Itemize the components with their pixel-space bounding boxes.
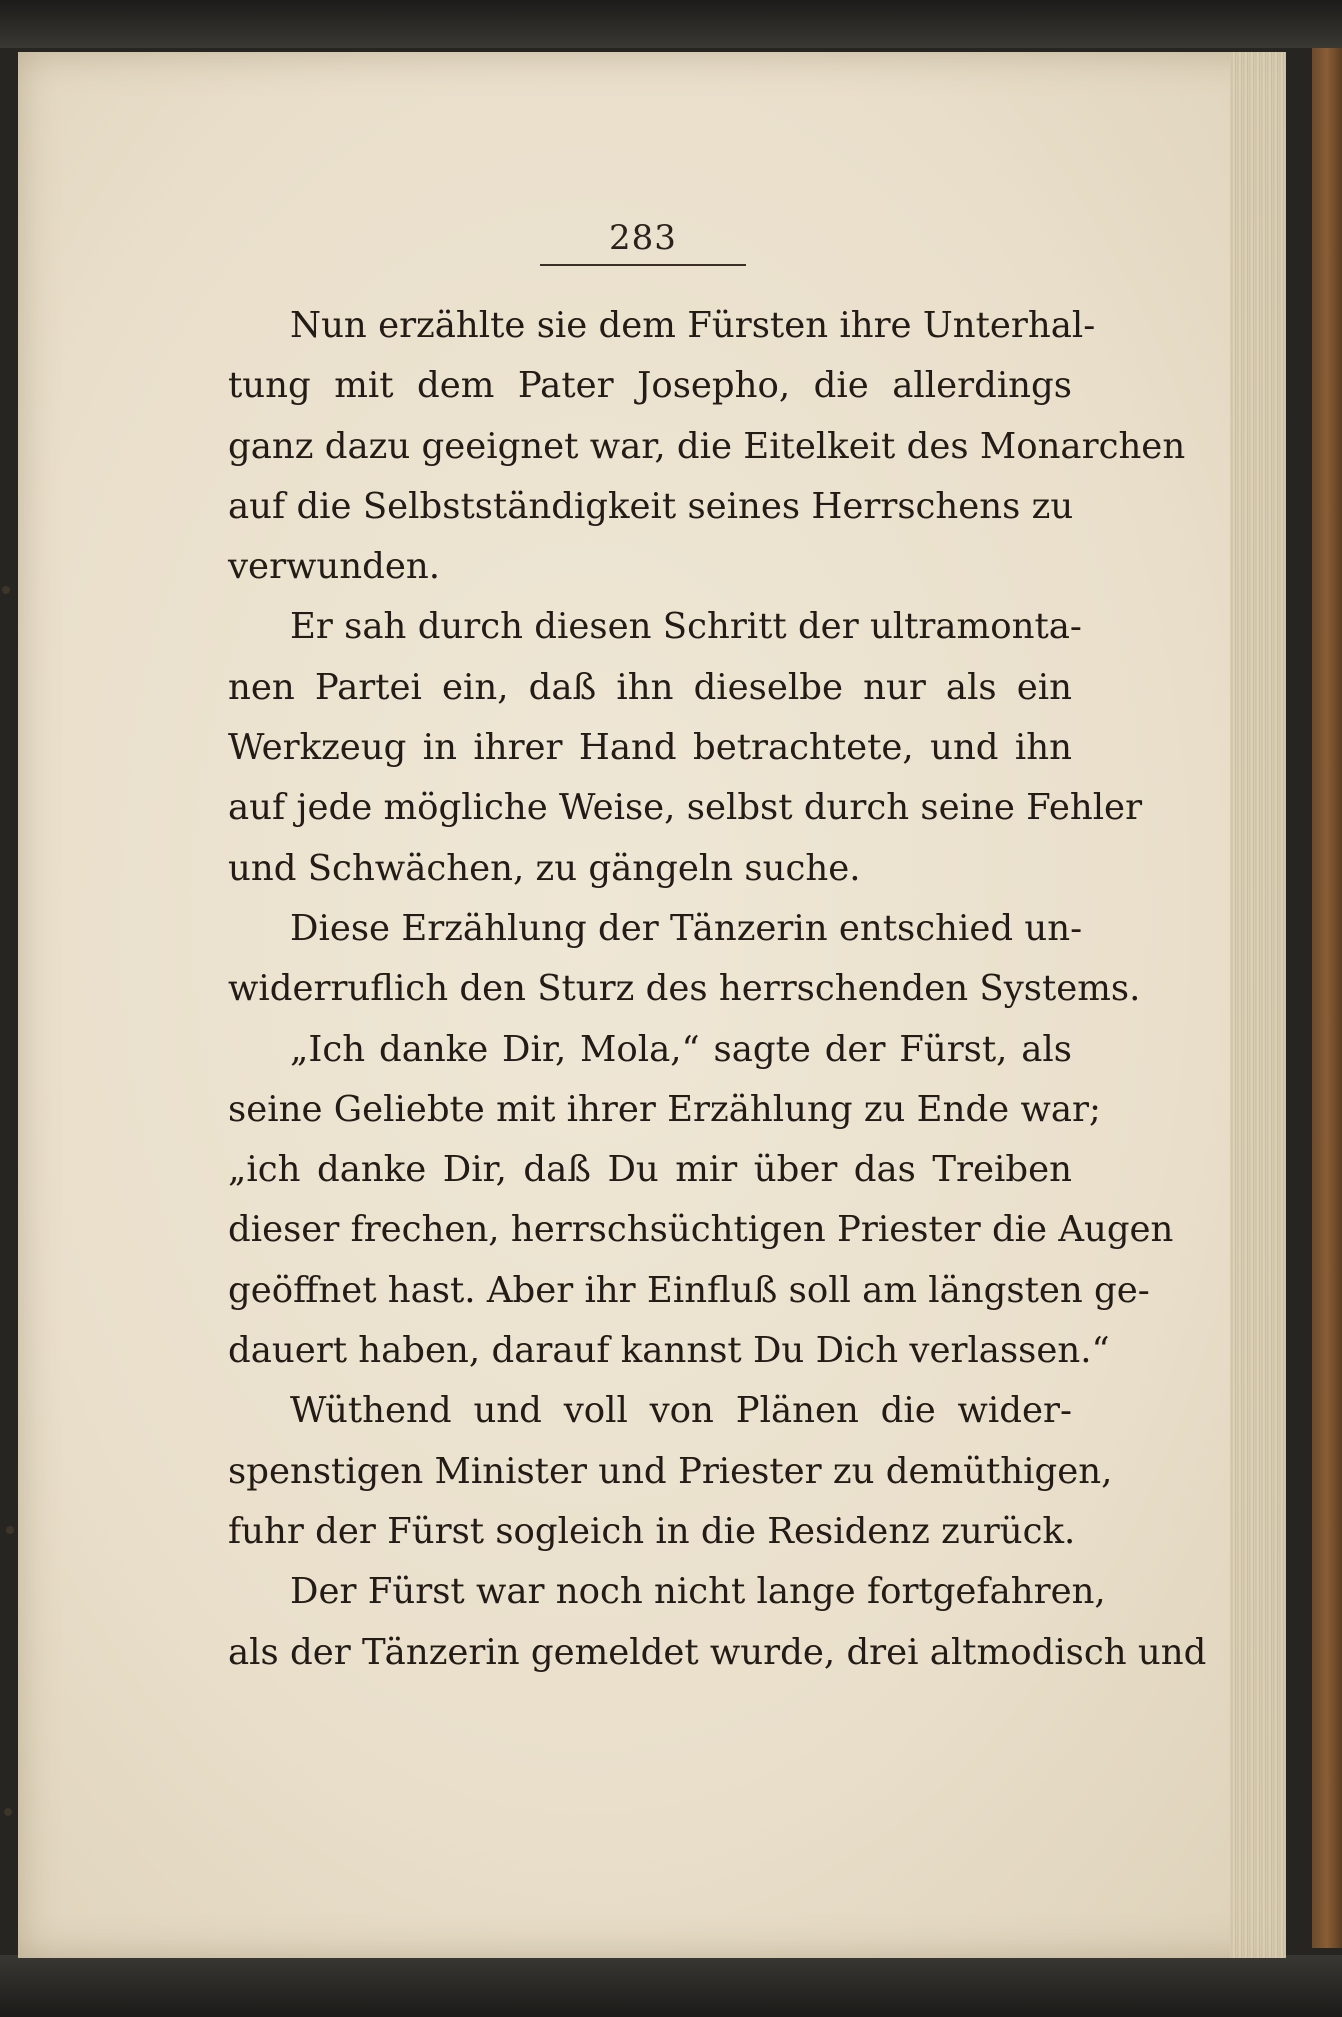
text-line: Er sah durch diesen Schritt der ultramonta-: [290, 606, 1082, 648]
text-line: Diese Erzählung der Tänzerin entschied un-: [290, 907, 1083, 949]
text-line: dieser frechen, herrschsüchtigen Priester die Augen: [228, 1209, 1174, 1251]
text-line: auf jede mögliche Weise, selbst durch seine Fehler: [228, 787, 1143, 829]
scan-background-bottom: [0, 1955, 1342, 2017]
text-line: „Ich danke Dir, Mola,“ sagte der Fürst, als: [290, 1028, 1072, 1070]
text-line: Nun erzählte sie dem Fürsten ihre Unterhal-: [290, 305, 1096, 346]
page-stack-edges: [1230, 52, 1286, 1958]
text-line: verwunden.: [228, 546, 441, 588]
page-number: 283: [609, 218, 677, 258]
page-header: [540, 218, 746, 266]
text-line: nen Partei ein, daß ihn dieselbe nur als ein: [228, 666, 1072, 708]
text-line: widerruflich den Sturz des herrschenden Systems.: [228, 968, 1141, 1010]
body-text: [228, 296, 1207, 1683]
book-cover-edge: [1312, 48, 1342, 1948]
text-line: als der Tänzerin gemeldet wurde, drei altmodisch und: [228, 1631, 1207, 1673]
text-line: Der Fürst war noch nicht lange fortgefahren,: [290, 1571, 1106, 1613]
text-line: Wüthend und voll von Plänen die wider-: [290, 1390, 1072, 1432]
text-line: geöffnet hast. Aber ihr Einfluß soll am längsten ge-: [228, 1269, 1150, 1311]
text-line: ganz dazu geeignet war, die Eitelkeit des Monarchen: [228, 425, 1186, 467]
scan-background-top: [0, 0, 1342, 48]
text-line: und Schwächen, zu gängeln suche.: [228, 847, 861, 889]
text-line: tung mit dem Pater Josepho, die allerdings: [228, 365, 1072, 407]
margin-spot: [6, 1526, 14, 1534]
text-line: Werkzeug in ihrer Hand betrachtete, und ihn: [228, 727, 1072, 769]
text-line: dauert haben, darauf kannst Du Dich verlassen.“: [228, 1330, 1110, 1372]
header-rule: [540, 264, 746, 266]
text-line: „ich danke Dir, daß Du mir über das Treiben: [228, 1149, 1072, 1191]
text-line: fuhr der Fürst sogleich in die Residenz zurück.: [228, 1510, 1076, 1552]
text-line: seine Geliebte mit ihrer Erzählung zu Ende war;: [228, 1088, 1101, 1130]
margin-spot: [2, 586, 10, 594]
text-line: auf die Selbstständigkeit seines Herrschens zu: [228, 485, 1074, 527]
margin-spot: [4, 1808, 12, 1816]
text-line: spenstigen Minister und Priester zu demüthigen,: [228, 1450, 1113, 1492]
